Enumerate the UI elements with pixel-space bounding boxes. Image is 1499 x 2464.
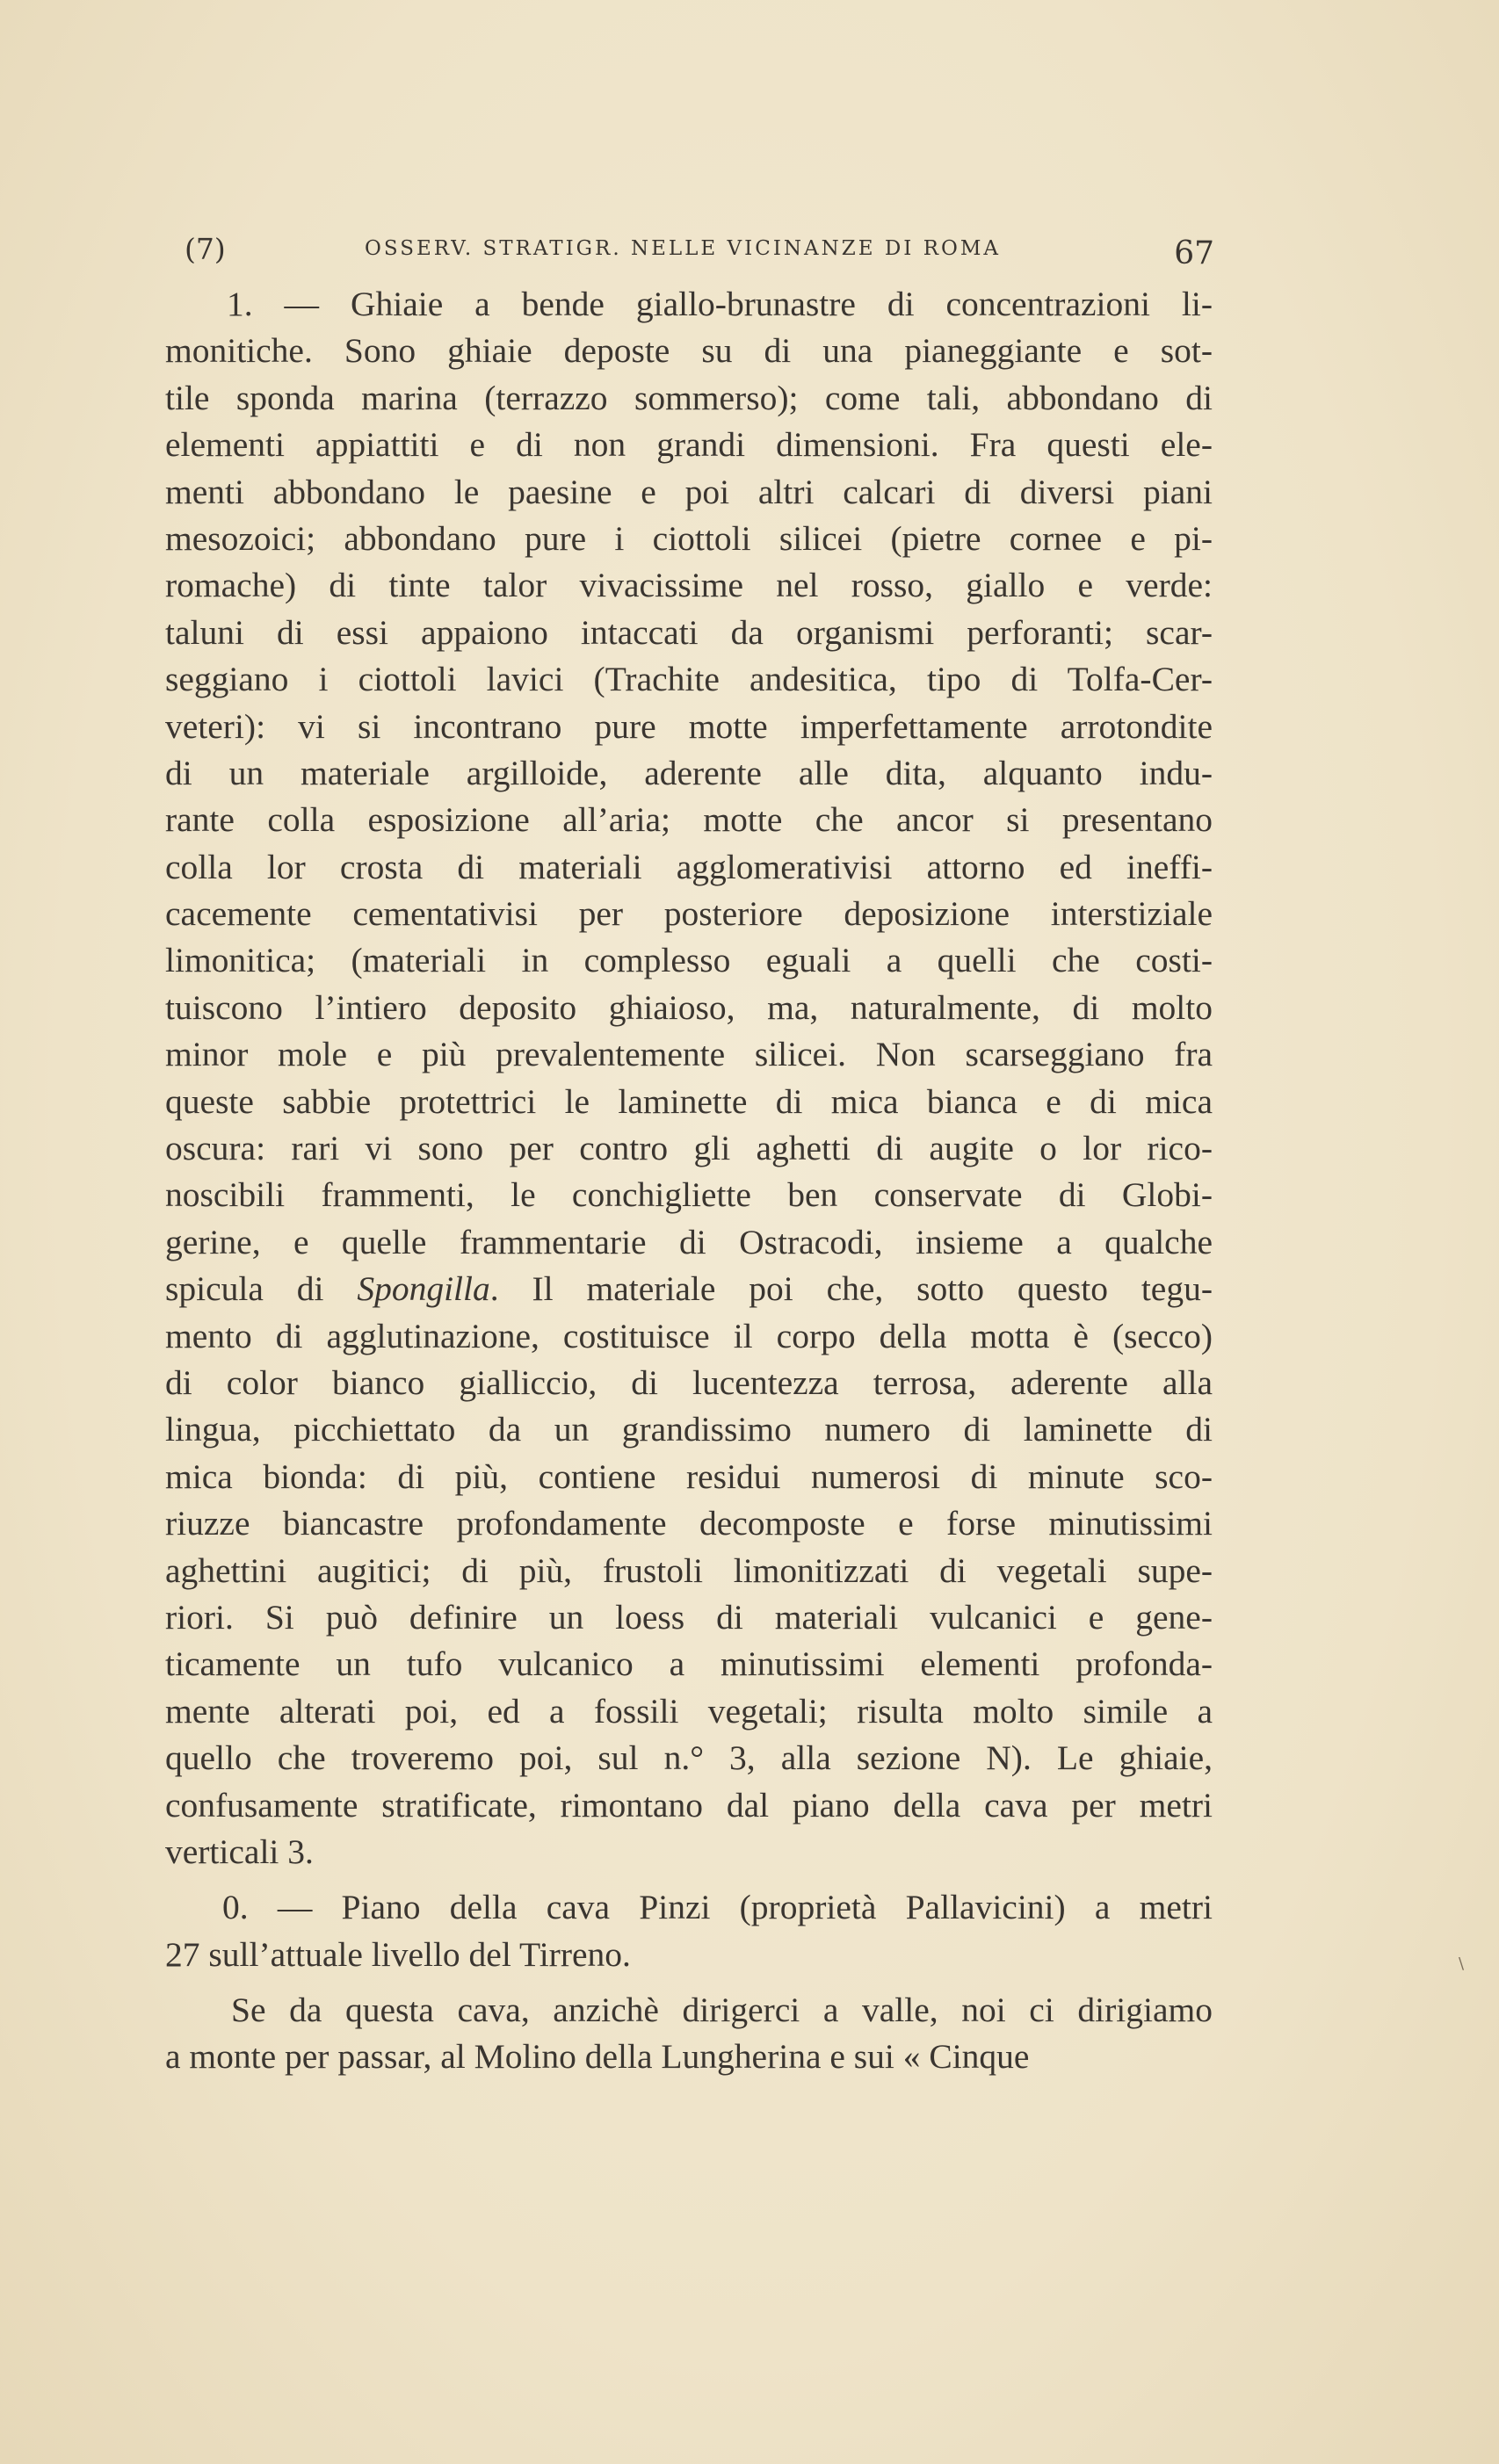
text-line: mento di agglutinazione, costituisce il corpo della motta è (secco) (165, 1316, 1213, 1355)
text-line: spicula di Spongilla. Il materiale poi che, sotto questo tegu- (165, 1269, 1213, 1309)
text-line: mente alterati poi, ed a fossili vegetali; risulta molto simile a (165, 1691, 1213, 1731)
text-line: seggiano i ciottoli lavici (Trachite andesitica, tipo di Tolfa-Cer- (165, 660, 1213, 699)
text-line: romache) di tinte talor vivacissime nel rosso, giallo e verde: (165, 566, 1213, 605)
text-line: aghettini augitici; di più, frustoli limonitizzati di vegetali supe- (165, 1550, 1213, 1590)
text-line: oscura: rari vi sono per contro gli aghetti di augite o lor rico- (165, 1129, 1213, 1168)
body-text (165, 281, 1213, 2081)
text-line: monitiche. Sono ghiaie deposte su di una pianeggiante e sot- (165, 331, 1213, 371)
text-line: noscibili frammenti, le conchigliette ben conservate di Globi- (165, 1175, 1213, 1215)
text-line: elementi appiattiti e di non grandi dimensioni. Fra questi ele- (165, 425, 1213, 465)
text-line: tuiscono l’intiero deposito ghiaioso, ma, naturalmente, di molto (165, 987, 1213, 1027)
running-title: OSSERV. STRATIGR. NELLE VICINANZE DI ROMA (365, 237, 1002, 260)
text-line: tile sponda marina (terrazzo sommerso); come tali, abbondano di (165, 378, 1213, 417)
text-line: menti abbondano le paesine e poi altri calcari di diversi piani (165, 472, 1213, 511)
text-line: riori. Si può definire un loess di materiali vulcanici e gene- (165, 1597, 1213, 1637)
text-line: cacemente cementativisi per posteriore deposizione interstiziale (165, 894, 1213, 934)
text-line: verticali 3. (165, 1832, 314, 1871)
paragraph (165, 1884, 1213, 1978)
paragraph (165, 281, 1213, 1875)
text-line: di color bianco gialliccio, di lucentezza terrosa, aderente alla (165, 1362, 1213, 1402)
text-line: riuzze biancastre profondamente decomposte e forse minutissimi (165, 1504, 1213, 1543)
text-line: quello che troveremo poi, sul n.° 3, alla sezione N). Le ghiaie, (165, 1738, 1213, 1778)
section-number: (7) (185, 232, 226, 266)
text-line: confusamente stratificate, rimontano dal piano della cava per metri (165, 1785, 1213, 1825)
text-line: taluni di essi appaiono intaccati da organismi perforanti; scar- (165, 612, 1213, 652)
text-line: rante colla esposizione all’aria; motte che ancor si presentano (165, 800, 1213, 840)
text-line: colla lor crosta di materiali agglomerativisi attorno ed ineffi- (165, 847, 1213, 886)
text-line: limonitica; (materiali in complesso eguali a quelli che costi- (165, 941, 1213, 980)
text-line: mesozoici; abbondano pure i ciottoli silicei (pietre cornee e pi- (165, 518, 1213, 558)
text-line: 0. — Piano della cava Pinzi (proprietà Pallavicini) a metri (222, 1888, 1213, 1927)
text-line: queste sabbie protettrici le laminette di mica bianca e di mica (165, 1081, 1213, 1121)
italic-term: Spongilla (357, 1269, 490, 1309)
text-line: 1. — Ghiaie a bende giallo-brunastre di concentrazioni li- (227, 285, 1213, 323)
text-line: mica bionda: di più, contiene residui numerosi di minute sco- (165, 1456, 1213, 1496)
running-header (185, 227, 1214, 279)
text-line: veteri): vi si incontrano pure motte imperfettamente arrotondite (165, 706, 1213, 746)
text-line: a monte per passar, al Molino della Lungherina e sui « Cinque (165, 2037, 1030, 2077)
text-line: gerine, e quelle frammentarie di Ostracodi, insieme a qualche (165, 1222, 1213, 1261)
text-line: Se da questa cava, anzichè dirigerci a valle, noi ci dirigiamo (231, 1991, 1213, 2030)
page-number: 67 (1174, 235, 1214, 271)
text-line: lingua, picchiettato da un grandissimo numero di laminette di (165, 1410, 1213, 1449)
paragraph (165, 1987, 1213, 2081)
text-line: minor mole e più prevalentemente silicei. Non scarseggiano fra (165, 1035, 1213, 1074)
paragraph-gap (165, 1978, 1213, 1987)
text-line: ticamente un tufo vulcanico a minutissimi elementi profonda- (165, 1644, 1213, 1684)
paragraph-gap (165, 1875, 1213, 1884)
stray-ink-mark: \ (1459, 1955, 1465, 1973)
text-line: di un materiale argilloide, aderente alle dita, alquanto indu- (165, 753, 1213, 792)
text-line: 27 sull’attuale livello del Tirreno. (165, 1934, 631, 1974)
